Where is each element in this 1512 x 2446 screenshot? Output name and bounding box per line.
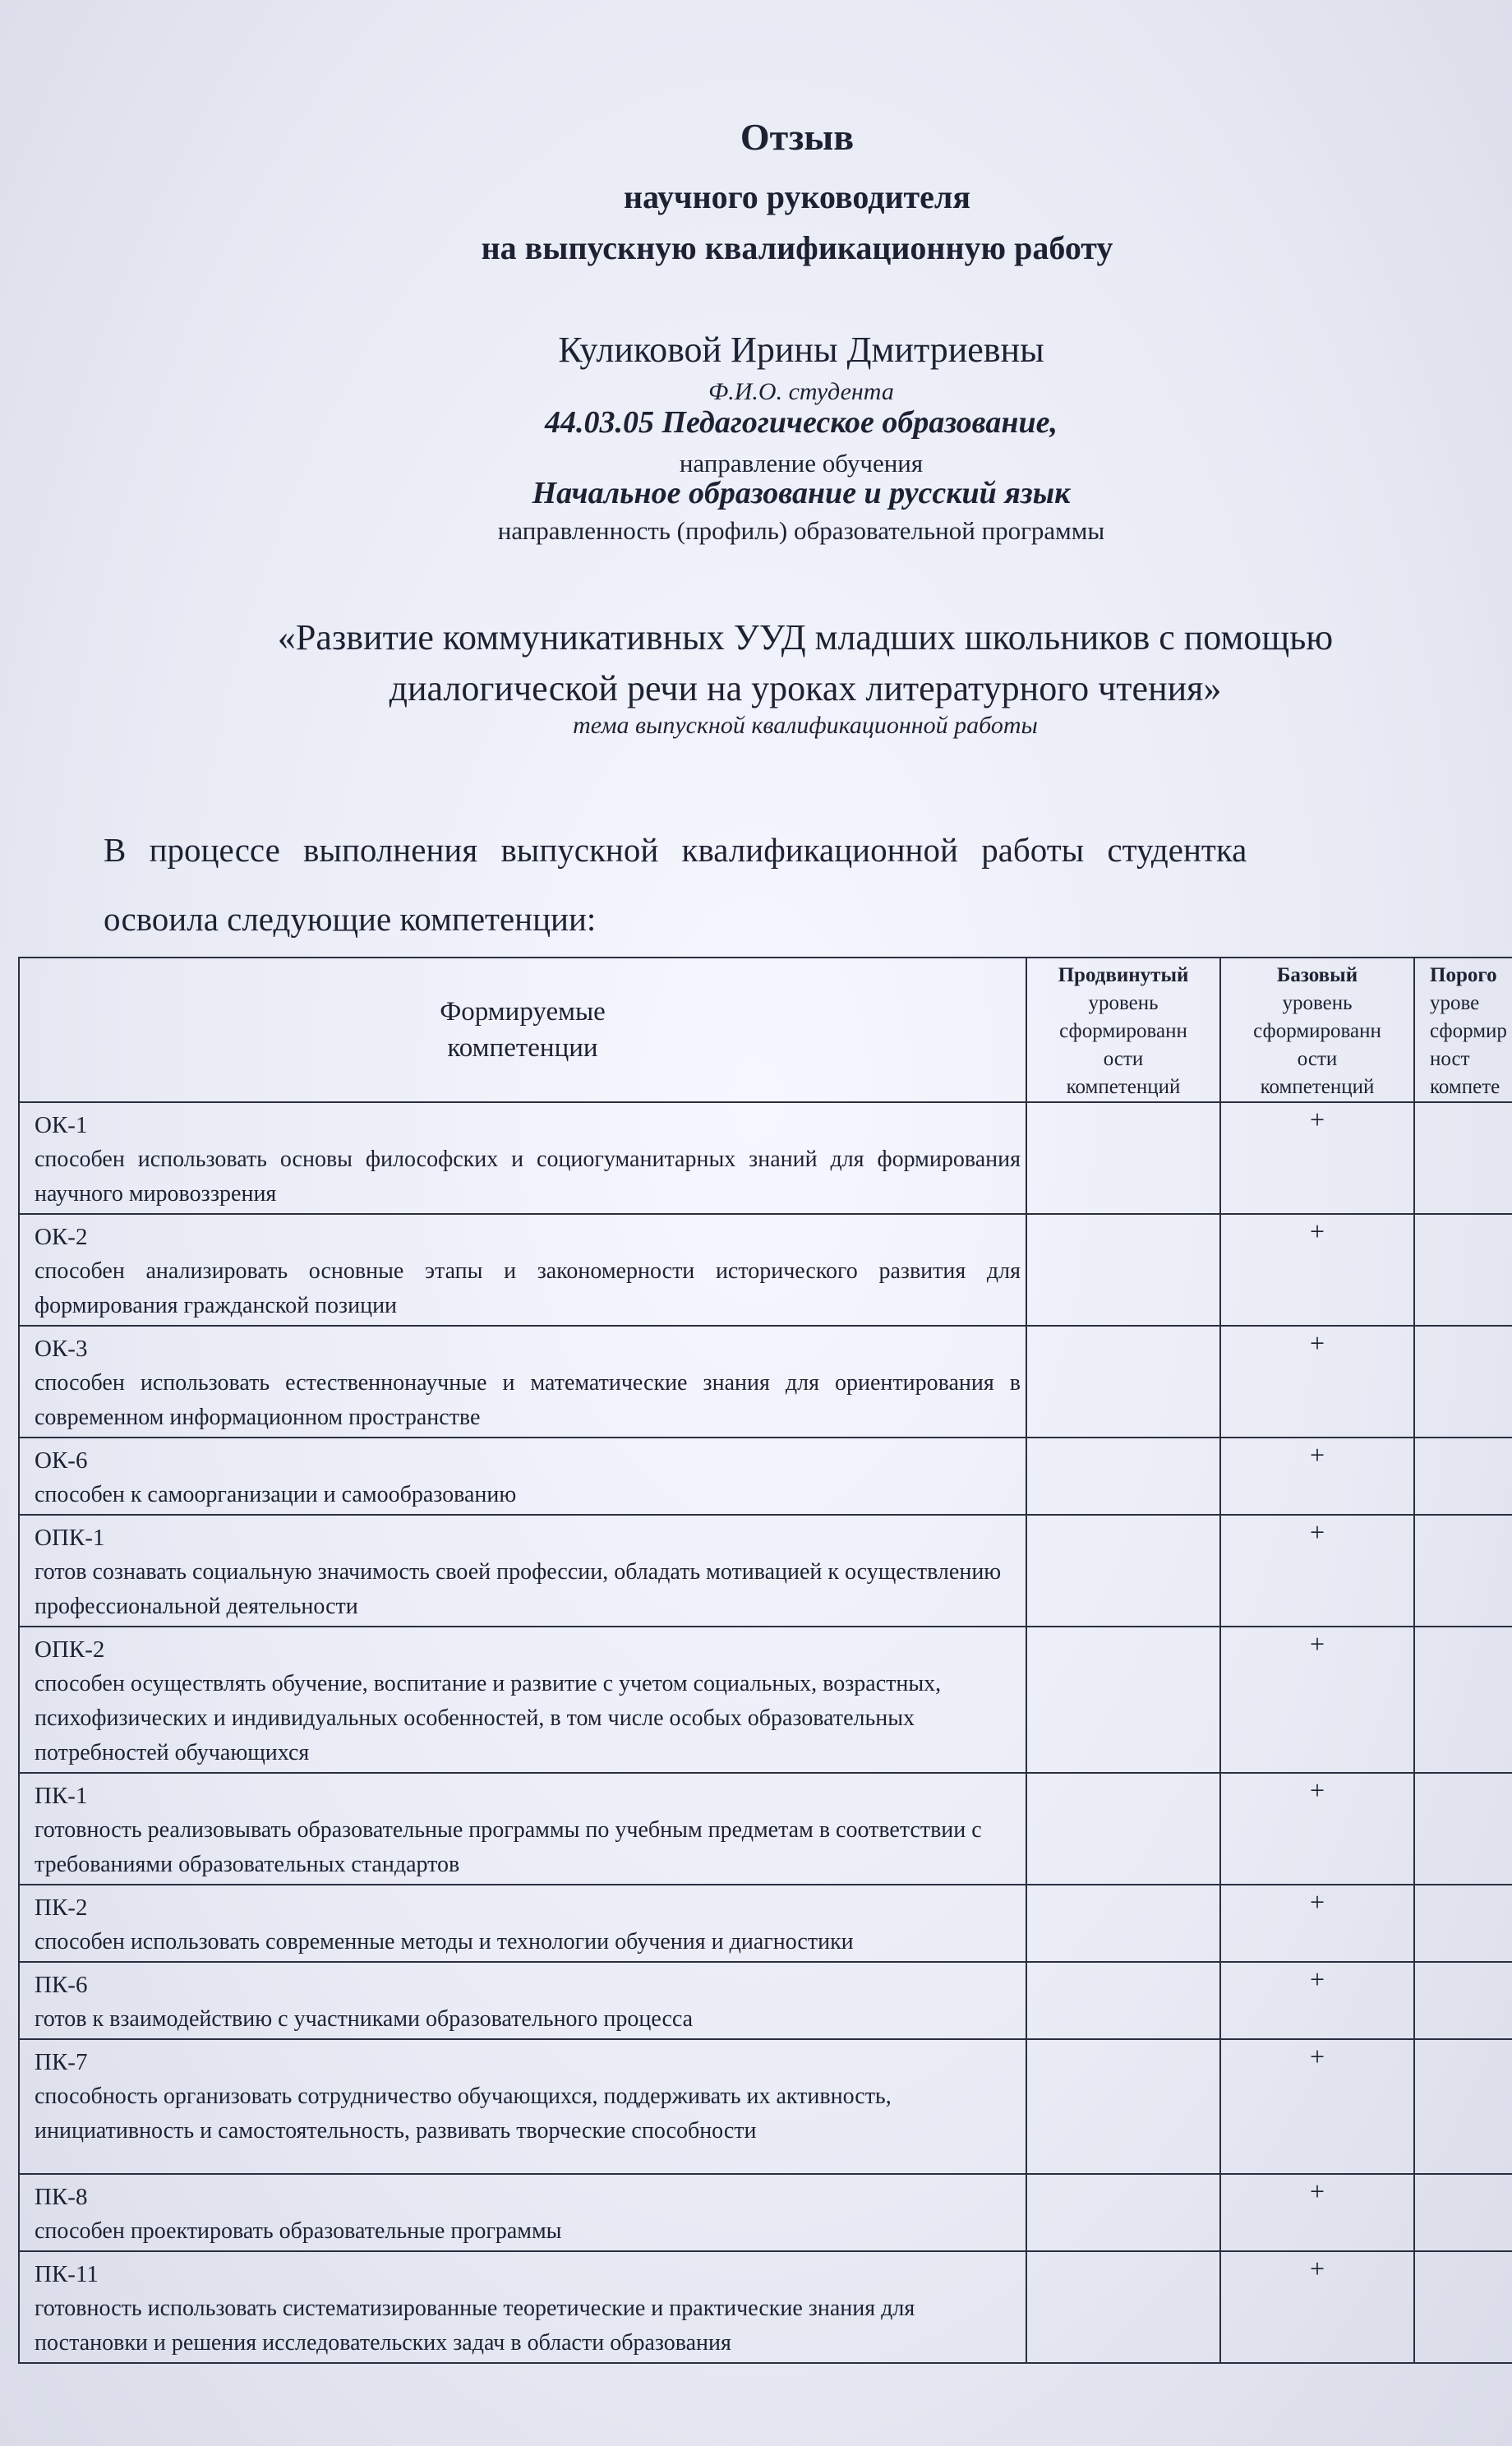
- threshold-mark: [1414, 2039, 1512, 2174]
- competence-description: готовность реализовывать образовательные программы по учебным предметам в соответствии с требованиями образовательных стандартов: [35, 1817, 982, 1877]
- competence-description: способен осуществлять обучение, воспитание и развитие с учетом социальных, возрастных, психофизических и индивидуальных особенностей, в том числе особых образовательных потребностей обучающихся: [35, 1671, 942, 1765]
- document-title: Отзыв: [740, 116, 855, 158]
- competence-cell: [19, 2251, 1026, 2363]
- document-subtitle-2: на выпускную квалификационную работу: [481, 229, 1113, 266]
- table-header-row: [19, 958, 1512, 1102]
- header-advanced-line: Продвинутый: [1058, 964, 1189, 986]
- competence-code: ОК-1: [35, 1112, 88, 1138]
- header-threshold-level: [1414, 958, 1512, 1102]
- competence-cell: [19, 1773, 1026, 1885]
- competence-cell: [19, 1962, 1026, 2039]
- student-name: Куликовой Ирины Дмитриевны: [558, 330, 1044, 370]
- basic-mark: +: [1220, 1885, 1414, 1962]
- header-basic-line: сформированн: [1253, 1020, 1381, 1042]
- direction-caption: направление обучения: [679, 449, 924, 478]
- header-threshold-line: компете: [1430, 1076, 1500, 1098]
- basic-mark: +: [1220, 1515, 1414, 1627]
- table-row: [19, 1326, 1512, 1438]
- competence-cell: [19, 2174, 1026, 2251]
- theme-line-1: «Развитие коммуникативных УУД младших школьников с помощью: [277, 617, 1334, 658]
- header-basic-line: Базовый: [1276, 964, 1358, 986]
- intro-line-1: В процессе выполнения выпускной квалификационной работы студентка: [104, 831, 1247, 869]
- competence-cell: [19, 1515, 1026, 1627]
- table-row: [19, 1102, 1512, 1214]
- competence-code: ПК-2: [35, 1894, 88, 1921]
- competence-description: способен использовать основы философских и социогуманитарных знаний для формирования научного мировоззрения: [35, 1147, 1021, 1207]
- header-basic-level: [1220, 958, 1414, 1102]
- threshold-mark: [1414, 1885, 1512, 1962]
- competence-description: готовность использовать систематизированные теоретические и практические знания для постановки и решения исследовательских задач в области образования: [35, 2296, 915, 2356]
- competence-code: ОК-6: [35, 1447, 88, 1474]
- threshold-mark: [1414, 1515, 1512, 1627]
- basic-mark: +: [1220, 2174, 1414, 2251]
- intro-line-2: освоила следующие компетенции:: [104, 900, 597, 938]
- threshold-mark: [1414, 1962, 1512, 2039]
- header-threshold-line: Порого: [1430, 964, 1497, 986]
- competence-code: ОПК-1: [35, 1525, 105, 1551]
- competence-code: ПК-11: [35, 2261, 99, 2287]
- competence-cell: [19, 1102, 1026, 1214]
- advanced-mark: [1026, 1515, 1220, 1627]
- basic-mark: +: [1220, 1214, 1414, 1326]
- header-basic-line: ости: [1297, 1048, 1338, 1070]
- header-competence-line: компетенции: [447, 1033, 598, 1063]
- header-advanced-line: компетенций: [1066, 1076, 1181, 1098]
- advanced-mark: [1026, 2174, 1220, 2251]
- advanced-mark: [1026, 1627, 1220, 1773]
- header-competence-line: Формируемые: [440, 997, 606, 1027]
- table-row: [19, 2174, 1512, 2251]
- competence-cell: [19, 2039, 1026, 2174]
- header-competence: [19, 958, 1026, 1102]
- basic-mark: +: [1220, 2039, 1414, 2174]
- student-caption: Ф.И.О. студента: [708, 378, 894, 405]
- competence-code: ОК-3: [35, 1336, 88, 1362]
- threshold-mark: [1414, 1627, 1512, 1773]
- competence-code: ОК-2: [35, 1224, 88, 1250]
- table-row: [19, 1214, 1512, 1326]
- table-row: [19, 1773, 1512, 1885]
- advanced-mark: [1026, 1773, 1220, 1885]
- competence-code: ПК-1: [35, 1783, 88, 1809]
- table-row: [19, 2251, 1512, 2363]
- threshold-mark: [1414, 2251, 1512, 2363]
- threshold-mark: [1414, 1326, 1512, 1438]
- competence-code: ОПК-2: [35, 1636, 105, 1663]
- competence-description: готов сознавать социальную значимость своей профессии, обладать мотивацией к осуществлению профессиональной деятельности: [35, 1559, 1002, 1619]
- advanced-mark: [1026, 1962, 1220, 2039]
- threshold-mark: [1414, 1214, 1512, 1326]
- competence-cell: [19, 1326, 1026, 1438]
- profile-caption: направленность (профиль) образовательной программы: [497, 516, 1105, 545]
- competence-code: ПК-6: [35, 1972, 88, 1998]
- competence-cell: [19, 1627, 1026, 1773]
- basic-mark: +: [1220, 1438, 1414, 1515]
- competence-cell: [19, 1438, 1026, 1515]
- header-advanced-line: сформированн: [1059, 1020, 1187, 1042]
- advanced-mark: [1026, 2251, 1220, 2363]
- advanced-mark: [1026, 2039, 1220, 2174]
- study-direction: 44.03.05 Педагогическое образование,: [545, 405, 1058, 440]
- competence-description: способность организовать сотрудничество обучающихся, поддерживать их активность, инициативность и самостоятельность, развивать творческие способности: [35, 2084, 892, 2144]
- document-subtitle-1: научного руководителя: [624, 178, 970, 215]
- competence-code: ПК-7: [35, 2049, 88, 2075]
- header-advanced-line: уровень: [1088, 992, 1159, 1014]
- advanced-mark: [1026, 1102, 1220, 1214]
- threshold-mark: [1414, 2174, 1512, 2251]
- competence-cell: [19, 1214, 1026, 1326]
- theme-caption: тема выпускной квалификационной работы: [573, 712, 1038, 739]
- competence-code: ПК-8: [35, 2184, 88, 2210]
- advanced-mark: [1026, 1438, 1220, 1515]
- competence-description: готов к взаимодействию с участниками образовательного процесса: [35, 2006, 694, 2032]
- header-advanced-line: ости: [1103, 1048, 1144, 1070]
- competence-table: [18, 957, 1512, 2364]
- table-row: [19, 2039, 1512, 2174]
- header-basic-line: компетенций: [1260, 1076, 1375, 1098]
- table-row: [19, 1438, 1512, 1515]
- competence-description: способен анализировать основные этапы и закономерности исторического развития для формирования гражданской позиции: [35, 1258, 1021, 1318]
- header-advanced-level: [1026, 958, 1220, 1102]
- header-threshold-line: ност: [1430, 1048, 1470, 1070]
- table-row: [19, 1515, 1512, 1627]
- header-threshold-line: урове: [1430, 992, 1480, 1014]
- basic-mark: +: [1220, 1627, 1414, 1773]
- table-row: [19, 1627, 1512, 1773]
- competence-description: способен к самоорганизации и самообразованию: [35, 1482, 517, 1507]
- basic-mark: +: [1220, 1326, 1414, 1438]
- advanced-mark: [1026, 1214, 1220, 1326]
- basic-mark: +: [1220, 1773, 1414, 1885]
- theme-line-2: диалогической речи на уроках литературного чтения»: [389, 668, 1222, 708]
- header-threshold-line: сформир: [1430, 1020, 1507, 1042]
- program-profile: Начальное образование и русский язык: [532, 476, 1071, 510]
- competence-description: способен использовать современные методы и технологии обучения и диагностики: [35, 1929, 854, 1954]
- threshold-mark: [1414, 1773, 1512, 1885]
- advanced-mark: [1026, 1885, 1220, 1962]
- competence-cell: [19, 1885, 1026, 1962]
- advanced-mark: [1026, 1326, 1220, 1438]
- competence-description: способен использовать естественнонаучные и математические знания для ориентирования в современном информационном пространстве: [35, 1370, 1021, 1430]
- competence-description: способен проектировать образовательные программы: [35, 2218, 562, 2244]
- basic-mark: +: [1220, 1962, 1414, 2039]
- table-row: [19, 1885, 1512, 1962]
- table-row: [19, 1962, 1512, 2039]
- threshold-mark: [1414, 1438, 1512, 1515]
- basic-mark: +: [1220, 2251, 1414, 2363]
- basic-mark: +: [1220, 1102, 1414, 1214]
- threshold-mark: [1414, 1102, 1512, 1214]
- header-basic-line: уровень: [1282, 992, 1353, 1014]
